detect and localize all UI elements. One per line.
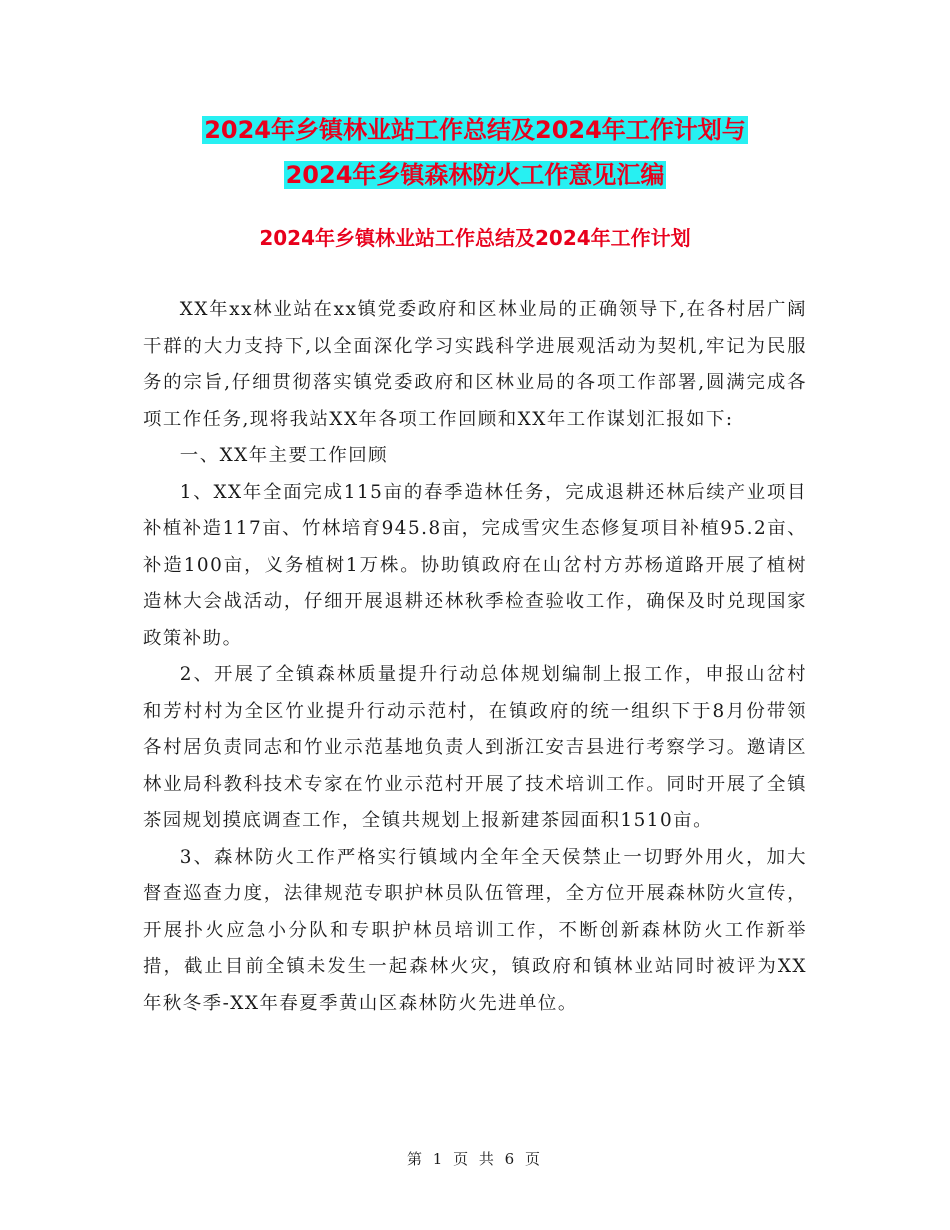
- title-line-2-text: 2024年乡镇森林防火工作意见汇编: [285, 161, 665, 189]
- paragraph-item-3: 3、森林防火工作严格实行镇域内全年全天侯禁止一切野外用火，加大督查巡查力度，法律规范专职护林员队伍管理，全方位开展森林防火宣传，开展扑火应急小分队和专职护林员培训工作，不断创新森林防火工作新举措，截止目前全镇未发生一起森林火灾，镇政府和镇林业站同时被评为XX年秋冬季-XX年春夏季黄山区森林防火先进单位。: [143, 846, 807, 1014]
- paragraph-intro: XX年xx林业站在xx镇党委政府和区林业局的正确领导下,在各村居广阔干群的大力支持下,以全面深化学习实践科学进展观活动为契机,牢记为民服务的宗旨,仔细贯彻落实镇党委政府和区林业局的各项工作部署,圆满完成各项工作任务,现将我站XX年各项工作回顾和XX年工作谋划汇报如下:: [143, 299, 807, 430]
- title-line-1-text: 2024年乡镇林业站工作总结及2024年工作计划与: [204, 116, 746, 144]
- document-title-line-1: [0, 112, 950, 148]
- section-title: 2024年乡镇林业站工作总结及2024年工作计划: [259, 226, 691, 250]
- page-footer: 第 1 页 共 6 页: [407, 1150, 543, 1168]
- paragraph-heading-review: 一、XX年主要工作回顾: [179, 445, 388, 466]
- document-title-line-2: [0, 157, 950, 193]
- paragraph-item-2: 2、开展了全镇森林质量提升行动总体规划编制上报工作，申报山岔村和芳村村为全区竹业提升行动示范村，在镇政府的统一组织下于8月份带领各村居负责同志和竹业示范基地负责人到浙江安吉县进行考察学习。邀请区林业局科教科技术专家在竹业示范村开展了技术培训工作。同时开展了全镇茶园规划摸底调查工作，全镇共规划上报新建茶园面积1510亩。: [143, 664, 807, 831]
- document-body: [143, 292, 807, 1022]
- paragraph-item-1: 1、XX年全面完成115亩的春季造林任务，完成退耕还林后续产业项目补植补造117亩、竹林培育945.8亩，完成雪灾生态修复项目补植95.2亩、补造100亩，义务植树1万株。协助镇政府在山岔村方苏杨道路开展了植树造林大会战活动，仔细开展退耕还林秋季检查验收工作，确保及时兑现国家政策补助。: [143, 481, 807, 649]
